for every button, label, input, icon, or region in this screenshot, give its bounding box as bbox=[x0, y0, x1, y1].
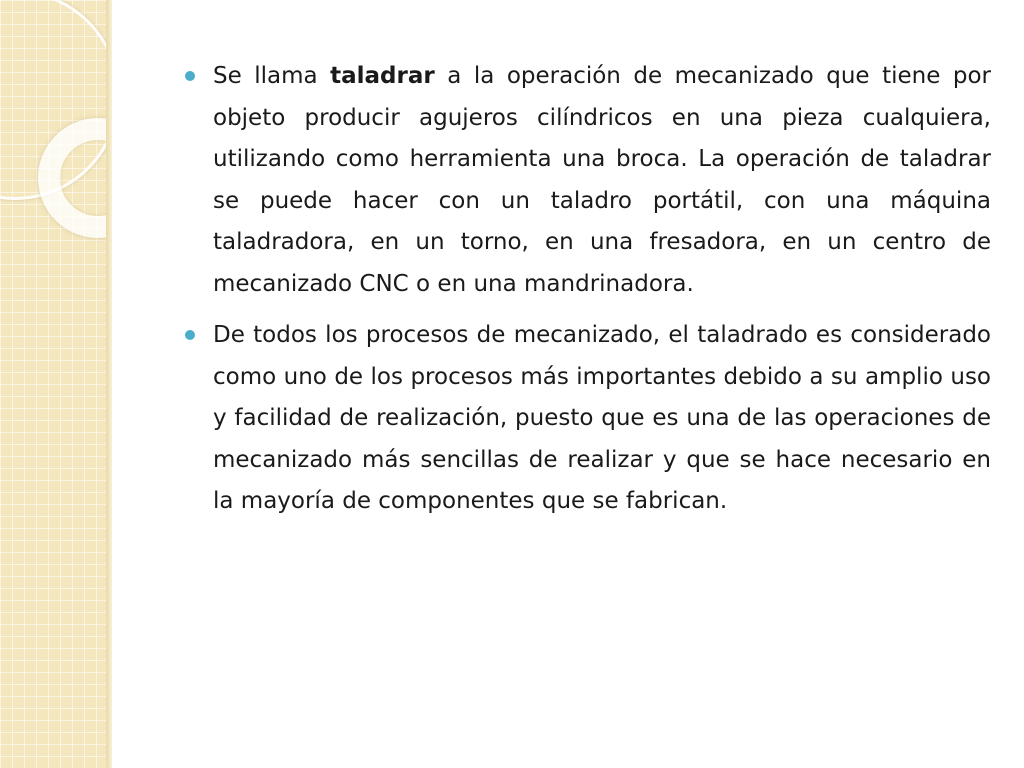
bullet-dot-icon bbox=[185, 330, 195, 340]
slide-content bbox=[185, 56, 991, 533]
side-panel-edge bbox=[106, 0, 112, 768]
bullet-item-taladrar-definition bbox=[185, 56, 991, 305]
bullet-dot-icon bbox=[185, 71, 195, 81]
bullet-item-taladrado-importance bbox=[185, 315, 991, 523]
bullet-text-intro: Se llama bbox=[213, 63, 331, 89]
bullet-list bbox=[185, 56, 991, 523]
decorative-side-panel bbox=[0, 0, 112, 768]
bold-term-taladrar: taladrar bbox=[330, 63, 435, 89]
bullet-text-definition: a la operación de mecanizado que tiene por objeto producir agujeros cilíndricos en una pieza cualquiera, utilizando como herramienta una broca. La operación de taladrar se puede hacer con un taladro portátil, con una máquina taladradora, en un torno, en una fresadora, en un centro de mecanizado CNC o en una mandrinadora. bbox=[213, 63, 991, 297]
bullet-text-importance: De todos los procesos de mecanizado, el taladrado es considerado como uno de los procesos más importantes debido a su amplio uso y facilidad de realización, puesto que es una de las operaciones de mecanizado más sencillas de realizar y que se hace necesario en la mayoría de componentes que se fabrican. bbox=[213, 322, 991, 514]
